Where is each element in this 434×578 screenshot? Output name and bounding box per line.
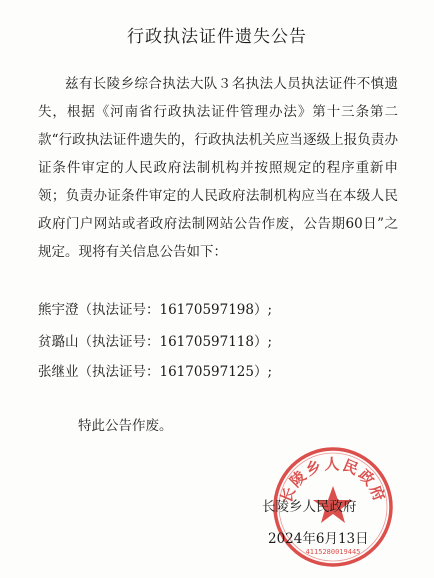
svg-text:长陵乡人民政府: 长陵乡人民政府 [276, 455, 390, 506]
person-entry: 贫璐山（执法证号：16170597118）; [38, 334, 273, 350]
person-entry: 张继业（执法证号：16170597125）; [38, 364, 273, 380]
signer-name: 长陵乡人民政府 [262, 499, 357, 515]
svg-text:4115280019445: 4115280019445 [305, 548, 361, 556]
person-entry: 熊宇澄（执法证号：16170597198）; [38, 302, 273, 318]
notice-title: 行政执法证件遗失公告 [127, 27, 307, 47]
notice-date: 2024年6月13日 [268, 531, 369, 547]
closing-statement: 特此公告作废。 [78, 418, 173, 434]
notice-body: 兹有长陵乡综合执法大队３名执法人员执法证件不慎遗失，根据《河南省行政执法证件管理办法》第十三条第二款“行政执法证件遗失的，行政执法机关应当逐级上报负责办证条件审定的人民政府法制机构并按照规定的程序重新申领；负责办证条件审定的人民政府法制机构应当在本级人民政府门户网站或者政府法制网站公告作废，公告期60日”之规定。现将有关信息公告如下： [38, 76, 398, 260]
